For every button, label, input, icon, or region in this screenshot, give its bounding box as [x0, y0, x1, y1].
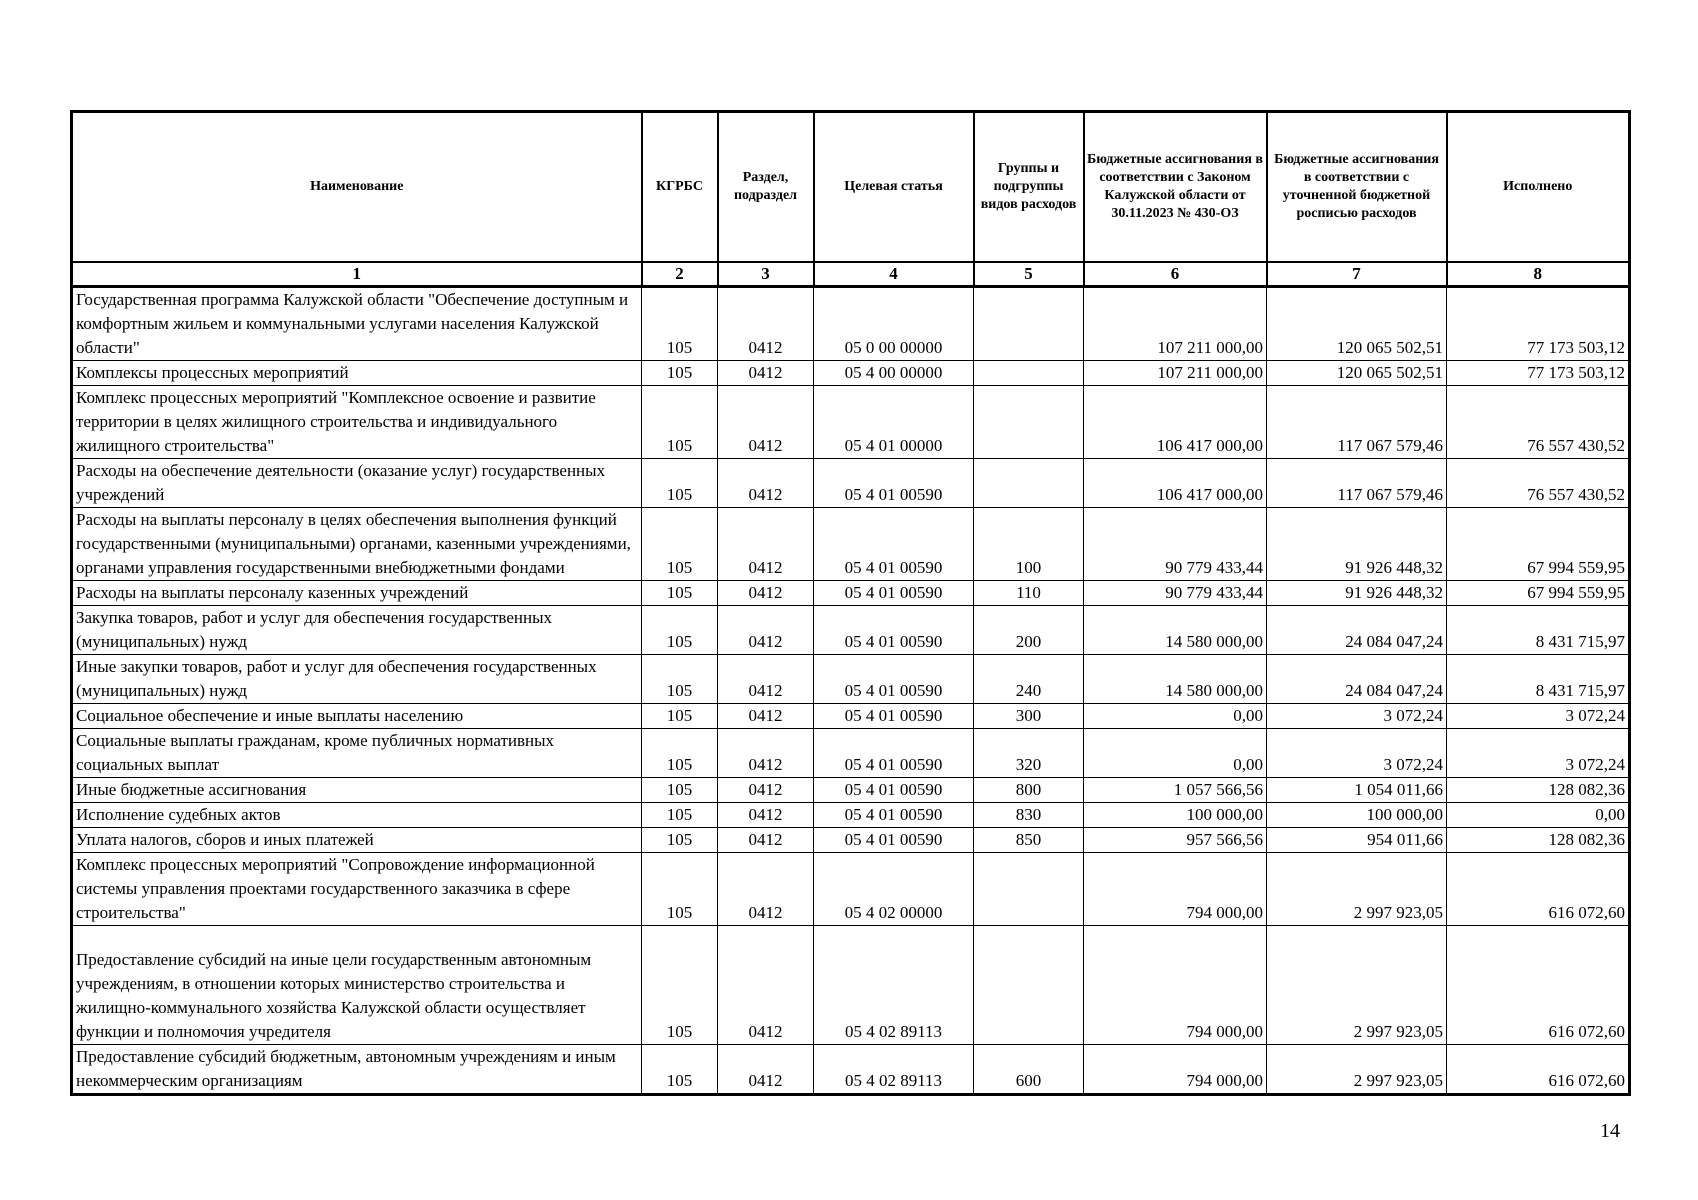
row-kgrbs: 105: [642, 508, 718, 581]
row-law-amount: 0,00: [1084, 704, 1267, 729]
table-row: [72, 926, 1630, 1045]
row-roster-amount: 3 072,24: [1267, 704, 1447, 729]
row-section: 0412: [718, 606, 814, 655]
row-executed-amount: 77 173 503,12: [1447, 287, 1630, 361]
row-target: 05 4 01 00000: [814, 386, 974, 459]
table-row: [72, 1045, 1630, 1095]
row-roster-amount: 100 000,00: [1267, 803, 1447, 828]
row-section: 0412: [718, 386, 814, 459]
column-number: 5: [974, 262, 1084, 287]
row-section: 0412: [718, 853, 814, 926]
row-section: 0412: [718, 581, 814, 606]
row-executed-amount: 8 431 715,97: [1447, 606, 1630, 655]
row-target: 05 4 01 00590: [814, 655, 974, 704]
row-kgrbs: 105: [642, 1045, 718, 1095]
row-law-amount: 0,00: [1084, 729, 1267, 778]
row-law-amount: 107 211 000,00: [1084, 287, 1267, 361]
row-executed-amount: 616 072,60: [1447, 926, 1630, 1045]
header-section: Раздел, подраздел: [718, 112, 814, 263]
row-target: 05 4 01 00590: [814, 778, 974, 803]
row-roster-amount: 91 926 448,32: [1267, 508, 1447, 581]
row-executed-amount: 128 082,36: [1447, 778, 1630, 803]
row-executed-amount: 0,00: [1447, 803, 1630, 828]
row-name: Иные закупки товаров, работ и услуг для обеспечения государственных (муниципальных) нужд: [72, 655, 642, 704]
table-row: [72, 853, 1630, 926]
row-name: Предоставление субсидий бюджетным, автономным учреждениям и иным некоммерческим организациям: [72, 1045, 642, 1095]
row-name: Иные бюджетные ассигнования: [72, 778, 642, 803]
header-groups: Группы и подгруппы видов расходов: [974, 112, 1084, 263]
column-number: 2: [642, 262, 718, 287]
column-number: 8: [1447, 262, 1630, 287]
row-roster-amount: 1 054 011,66: [1267, 778, 1447, 803]
row-name: Расходы на обеспечение деятельности (оказание услуг) государственных учреждений: [72, 459, 642, 508]
row-roster-amount: 2 997 923,05: [1267, 853, 1447, 926]
table-row: [72, 287, 1630, 361]
table-row: [72, 606, 1630, 655]
header-row: [72, 112, 1630, 263]
row-law-amount: 957 566,56: [1084, 828, 1267, 853]
row-law-amount: 106 417 000,00: [1084, 459, 1267, 508]
row-roster-amount: 954 011,66: [1267, 828, 1447, 853]
row-executed-amount: 8 431 715,97: [1447, 655, 1630, 704]
header-name: Наименование: [72, 112, 642, 263]
row-name: Комплекс процессных мероприятий "Сопровождение информационной системы управления проектами государственного заказчика в сфере строительства": [72, 853, 642, 926]
row-name: Расходы на выплаты персоналу в целях обеспечения выполнения функций государственными (муниципальными) органами, казенными учреждениями, органами управления государственными внебюджетными фондами: [72, 508, 642, 581]
row-section: 0412: [718, 459, 814, 508]
row-executed-amount: 3 072,24: [1447, 729, 1630, 778]
row-kgrbs: 105: [642, 926, 718, 1045]
row-section: 0412: [718, 729, 814, 778]
row-group: 850: [974, 828, 1084, 853]
row-section: 0412: [718, 287, 814, 361]
row-roster-amount: 2 997 923,05: [1267, 926, 1447, 1045]
row-name: Комплекс процессных мероприятий "Комплексное освоение и развитие территории в целях жилищного строительства и индивидуального жилищного строительства": [72, 386, 642, 459]
row-target: 05 4 01 00590: [814, 729, 974, 778]
row-roster-amount: 120 065 502,51: [1267, 361, 1447, 386]
row-section: 0412: [718, 1045, 814, 1095]
row-law-amount: 14 580 000,00: [1084, 655, 1267, 704]
row-law-amount: 90 779 433,44: [1084, 581, 1267, 606]
row-target: 05 4 01 00590: [814, 508, 974, 581]
row-roster-amount: 117 067 579,46: [1267, 459, 1447, 508]
table-row: [72, 508, 1630, 581]
row-kgrbs: 105: [642, 704, 718, 729]
row-kgrbs: 105: [642, 287, 718, 361]
header-law: Бюджетные ассигнования в соответствии с Законом Калужской области от 30.11.2023 № 430-ОЗ: [1084, 112, 1267, 263]
row-law-amount: 794 000,00: [1084, 926, 1267, 1045]
row-group: 830: [974, 803, 1084, 828]
table-row: [72, 778, 1630, 803]
row-section: 0412: [718, 704, 814, 729]
header-kgrbs: КГРБС: [642, 112, 718, 263]
row-target: 05 4 01 00590: [814, 704, 974, 729]
row-roster-amount: 2 997 923,05: [1267, 1045, 1447, 1095]
row-group: 240: [974, 655, 1084, 704]
column-number: 6: [1084, 262, 1267, 287]
row-group: [974, 361, 1084, 386]
table-row: [72, 459, 1630, 508]
row-roster-amount: 24 084 047,24: [1267, 606, 1447, 655]
row-name: Социальные выплаты гражданам, кроме публичных нормативных социальных выплат: [72, 729, 642, 778]
row-law-amount: 106 417 000,00: [1084, 386, 1267, 459]
table-row: [72, 361, 1630, 386]
row-roster-amount: 120 065 502,51: [1267, 287, 1447, 361]
row-kgrbs: 105: [642, 655, 718, 704]
header-target: Целевая статья: [814, 112, 974, 263]
table-row: [72, 828, 1630, 853]
row-group: [974, 926, 1084, 1045]
table-row: [72, 655, 1630, 704]
row-name: Социальное обеспечение и иные выплаты населению: [72, 704, 642, 729]
table-row: [72, 803, 1630, 828]
row-name: Государственная программа Калужской области "Обеспечение доступным и комфортным жильем и коммунальными услугами населения Калужской области": [72, 287, 642, 361]
row-section: 0412: [718, 926, 814, 1045]
row-executed-amount: 67 994 559,95: [1447, 581, 1630, 606]
row-kgrbs: 105: [642, 778, 718, 803]
row-law-amount: 794 000,00: [1084, 853, 1267, 926]
row-section: 0412: [718, 655, 814, 704]
column-number-row: [72, 262, 1630, 287]
row-name: Предоставление субсидий на иные цели государственным автономным учреждениям, в отношении которых министерство строительства и жилищно-коммунального хозяйства Калужской области осуществляет функции и полномочия учредителя: [72, 926, 642, 1045]
row-name: Комплексы процессных мероприятий: [72, 361, 642, 386]
row-target: 05 4 00 00000: [814, 361, 974, 386]
row-group: 600: [974, 1045, 1084, 1095]
row-law-amount: 100 000,00: [1084, 803, 1267, 828]
row-section: 0412: [718, 508, 814, 581]
row-roster-amount: 24 084 047,24: [1267, 655, 1447, 704]
row-kgrbs: 105: [642, 459, 718, 508]
column-number: 4: [814, 262, 974, 287]
row-executed-amount: 77 173 503,12: [1447, 361, 1630, 386]
row-kgrbs: 105: [642, 828, 718, 853]
row-kgrbs: 105: [642, 581, 718, 606]
row-executed-amount: 128 082,36: [1447, 828, 1630, 853]
row-kgrbs: 105: [642, 606, 718, 655]
row-kgrbs: 105: [642, 361, 718, 386]
table-body: [72, 287, 1630, 1095]
row-section: 0412: [718, 828, 814, 853]
header-roster: Бюджетные ассигнования в соответствии с уточненной бюджетной росписью расходов: [1267, 112, 1447, 263]
row-group: 800: [974, 778, 1084, 803]
row-target: 05 4 02 89113: [814, 1045, 974, 1095]
row-name: Расходы на выплаты персоналу казенных учреждений: [72, 581, 642, 606]
row-group: 300: [974, 704, 1084, 729]
row-kgrbs: 105: [642, 803, 718, 828]
row-target: 05 4 01 00590: [814, 803, 974, 828]
column-number: 1: [72, 262, 642, 287]
row-target: 05 4 02 00000: [814, 853, 974, 926]
row-name: Закупка товаров, работ и услуг для обеспечения государственных (муниципальных) нужд: [72, 606, 642, 655]
row-law-amount: 1 057 566,56: [1084, 778, 1267, 803]
row-kgrbs: 105: [642, 729, 718, 778]
row-section: 0412: [718, 778, 814, 803]
row-group: 200: [974, 606, 1084, 655]
page-number: 14: [1600, 1120, 1620, 1142]
row-group: 110: [974, 581, 1084, 606]
table-row: [72, 729, 1630, 778]
row-section: 0412: [718, 361, 814, 386]
row-law-amount: 90 779 433,44: [1084, 508, 1267, 581]
column-number: 7: [1267, 262, 1447, 287]
row-executed-amount: 3 072,24: [1447, 704, 1630, 729]
row-executed-amount: 76 557 430,52: [1447, 386, 1630, 459]
row-roster-amount: 117 067 579,46: [1267, 386, 1447, 459]
row-group: 100: [974, 508, 1084, 581]
row-group: [974, 386, 1084, 459]
row-executed-amount: 616 072,60: [1447, 1045, 1630, 1095]
table-row: [72, 386, 1630, 459]
row-section: 0412: [718, 803, 814, 828]
table-row: [72, 704, 1630, 729]
row-target: 05 4 01 00590: [814, 459, 974, 508]
header-executed: Исполнено: [1447, 112, 1630, 263]
row-roster-amount: 3 072,24: [1267, 729, 1447, 778]
row-target: 05 4 02 89113: [814, 926, 974, 1045]
row-group: 320: [974, 729, 1084, 778]
budget-table: [70, 110, 1631, 1096]
row-executed-amount: 76 557 430,52: [1447, 459, 1630, 508]
row-roster-amount: 91 926 448,32: [1267, 581, 1447, 606]
row-law-amount: 14 580 000,00: [1084, 606, 1267, 655]
row-law-amount: 107 211 000,00: [1084, 361, 1267, 386]
row-target: 05 4 01 00590: [814, 606, 974, 655]
row-group: [974, 853, 1084, 926]
row-law-amount: 794 000,00: [1084, 1045, 1267, 1095]
row-name: Уплата налогов, сборов и иных платежей: [72, 828, 642, 853]
row-group: [974, 287, 1084, 361]
row-target: 05 0 00 00000: [814, 287, 974, 361]
row-executed-amount: 67 994 559,95: [1447, 508, 1630, 581]
row-kgrbs: 105: [642, 853, 718, 926]
table-row: [72, 581, 1630, 606]
row-target: 05 4 01 00590: [814, 828, 974, 853]
row-executed-amount: 616 072,60: [1447, 853, 1630, 926]
column-number: 3: [718, 262, 814, 287]
row-kgrbs: 105: [642, 386, 718, 459]
row-group: [974, 459, 1084, 508]
row-target: 05 4 01 00590: [814, 581, 974, 606]
row-name: Исполнение судебных актов: [72, 803, 642, 828]
